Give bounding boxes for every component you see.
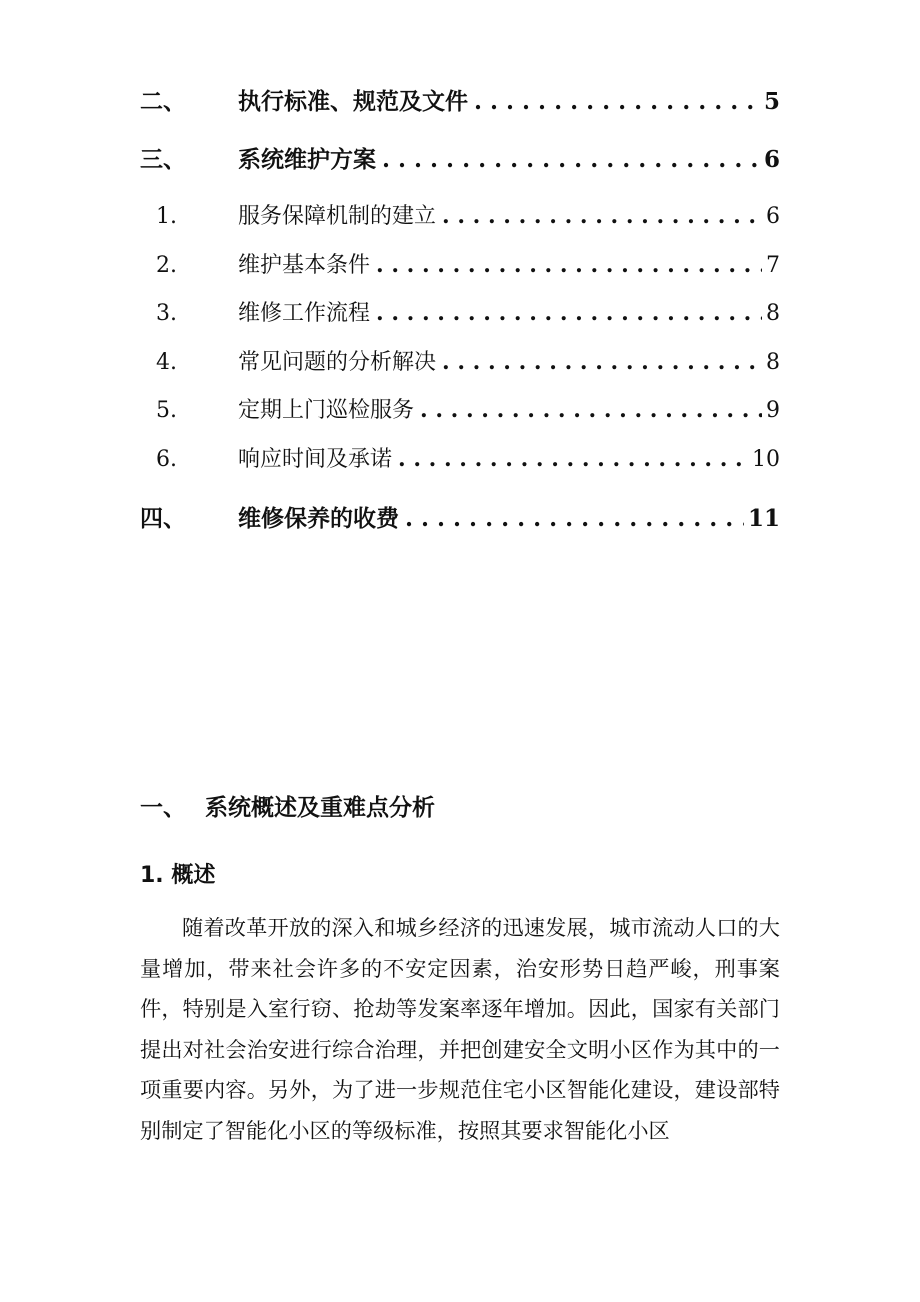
toc-entry[interactable] <box>140 439 780 488</box>
toc-entry[interactable] <box>140 342 780 391</box>
toc-number: 2. <box>156 252 177 278</box>
toc-page-number: 11 <box>747 505 780 532</box>
table-of-contents <box>140 80 780 555</box>
toc-number: 四、 <box>140 505 186 532</box>
toc-page-number: 7 <box>766 252 780 278</box>
toc-leader-dots <box>376 245 762 285</box>
toc-leader-dots <box>382 138 760 182</box>
toc-number: 二、 <box>140 88 186 115</box>
toc-label: 常见问题的分析解决 <box>238 349 437 375</box>
toc-number: 1. <box>156 204 177 229</box>
toc-label: 服务保障机制的建立 <box>238 204 437 229</box>
toc-number: 3. <box>156 301 177 326</box>
toc-label: 维护基本条件 <box>238 252 371 278</box>
toc-label: 系统维护方案 <box>238 146 376 173</box>
toc-leader-dots <box>474 80 760 124</box>
section-number: 一、 <box>140 794 186 821</box>
toc-label: 维修保养的收费 <box>238 505 399 532</box>
toc-entry[interactable] <box>140 390 780 439</box>
toc-page-number: 10 <box>752 446 780 472</box>
toc-leader-dots <box>442 196 762 236</box>
toc-number: 4. <box>156 349 177 375</box>
toc-label: 执行标准、规范及文件 <box>238 88 468 115</box>
toc-label: 响应时间及承诺 <box>238 446 393 472</box>
toc-page-number: 6 <box>763 146 780 173</box>
toc-leader-dots <box>420 390 762 430</box>
section-title: 系统概述及重难点分析 <box>205 794 435 821</box>
toc-page-number: 6 <box>766 204 780 229</box>
toc-leader-dots <box>398 439 748 479</box>
toc-page-number: 8 <box>766 301 780 326</box>
toc-entry[interactable] <box>140 138 780 196</box>
toc-page-number: 8 <box>766 349 780 375</box>
toc-page-number: 9 <box>766 398 780 423</box>
toc-entry[interactable] <box>140 196 780 245</box>
toc-page-number: 5 <box>763 88 780 115</box>
toc-number: 5. <box>156 398 177 423</box>
section-heading <box>140 788 780 828</box>
toc-label: 维修工作流程 <box>238 301 371 326</box>
toc-number: 6. <box>156 446 177 472</box>
toc-entry[interactable] <box>140 80 780 138</box>
subsection-heading: 1. 概述 <box>140 863 216 888</box>
toc-leader-dots <box>405 497 744 541</box>
body-paragraph: 随着改革开放的深入和城乡经济的迅速发展，城市流动人口的大量增加，带来社会许多的不安定因素，治安形势日趋严峻，刑事案件，特别是入室行窃、抢劫等发案率逐年增加。因此，国家有关部门提出对社会治安进行综合治理，并把创建安全文明小区作为其中的一项重要内容。另外，为了进一步规范住宅小区智能化建设，建设部特别制定了智能化小区的等级标准，按照其要求智能化小区 <box>140 915 780 1143</box>
toc-entry[interactable] <box>140 245 780 294</box>
toc-entry[interactable] <box>140 293 780 342</box>
toc-leader-dots <box>442 342 762 382</box>
toc-number: 三、 <box>140 146 186 173</box>
toc-label: 定期上门巡检服务 <box>238 398 415 423</box>
toc-leader-dots <box>376 293 762 333</box>
toc-entry[interactable] <box>140 497 780 555</box>
